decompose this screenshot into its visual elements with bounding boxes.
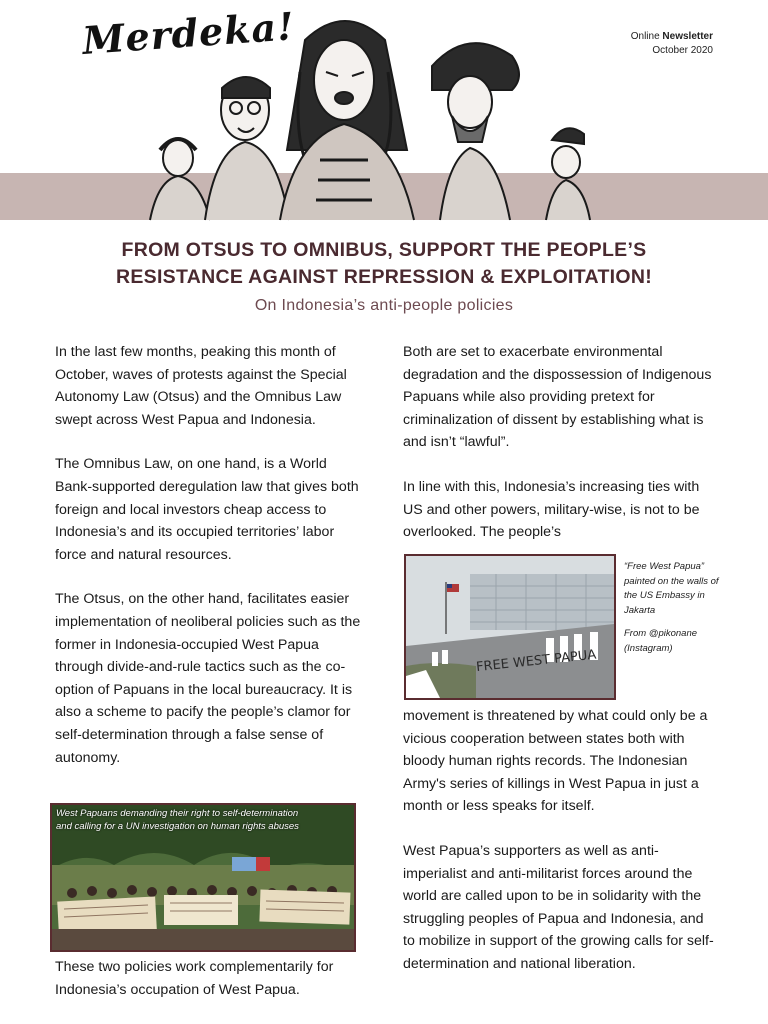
embassy-caption-credit: From @pikonane (Instagram) — [624, 628, 698, 654]
figure-2 — [205, 77, 289, 220]
embassy-photo — [404, 554, 616, 700]
newsletter-logo: Merdeka! — [80, 3, 297, 63]
wall-graffiti: FREE WEST PAPUA — [475, 647, 597, 676]
embassy-caption-text: “Free West Papua” painted on the walls of the US Embassy in Jakarta — [624, 561, 719, 616]
embassy-photo-image — [406, 556, 614, 698]
paragraph: The Omnibus Law, on one hand, is a World Bank-supported deregulation law that gives both foreign and local investors cheap access to Indonesia’s and its occupied territories’ labor force and natural resources. — [55, 456, 359, 563]
figure-4 — [432, 43, 519, 220]
figure-1 — [150, 139, 210, 220]
protest-photo-caption: West Papuans demanding their right to self-determination and calling for a UN investigation on human rights abuses — [56, 808, 299, 832]
paragraph: Both are set to exacerbate environmental degradation and the dispossession of Indigenous Papuans while also providing pretext for criminalization of dissent by establishing what is and isn’t “lawful”. — [403, 344, 712, 451]
paragraph: In the last few months, peaking this month of October, waves of protests against the Special Autonomy Law (Otsus) and the Omnibus Law swept across West Papua and Indonesia. — [55, 344, 347, 428]
protest-photo — [50, 803, 356, 952]
newsletter-meta — [631, 30, 713, 58]
newsletter-label-online: Online — [630, 31, 660, 42]
right-column-continued — [403, 705, 715, 976]
article-subhead: On Indonesia’s anti-people policies — [254, 297, 514, 314]
paragraph: In line with this, Indonesia’s increasing ties with US and other powers, military-wise, is not to be overlooked. The people’s — [403, 478, 700, 541]
left-column — [55, 341, 365, 769]
paragraph: The Otsus, on the other hand, facilitates easier implementation of neoliberal policies such as the former in Indonesia-occupied West Papua through divide-and-rule tactics such as the co-option of Papuans in the local bureaucracy. It is also a scheme to pacify the people’s clamor for self-determination through a false sense of autonomy. — [55, 591, 361, 766]
paragraph: West Papua’s supporters as well as anti-imperialist and anti-militarist forces around the world are called upon to be in solidarity with the struggling peoples of Papua and Indonesia, and to mobilize in support of the growing calls for self-determination and national liberation. — [403, 842, 714, 972]
embassy-photo-caption — [624, 560, 724, 665]
article-headline — [40, 237, 728, 291]
figure-3 — [280, 21, 414, 220]
right-column — [403, 341, 715, 544]
figure-5 — [546, 128, 590, 220]
paragraph: These two policies work complementarily for Indonesia’s occupation of West Papua. — [55, 959, 334, 998]
newsletter-label-word: Newsletter — [662, 31, 713, 42]
headline-line-1: FROM OTSUS TO OMNIBUS, SUPPORT THE PEOPLE’S — [121, 239, 647, 261]
issue-date: October 2020 — [652, 45, 713, 56]
headline-line-2: RESISTANCE AGAINST REPRESSION & EXPLOITATION! — [115, 266, 653, 288]
paragraph: movement is threatened by what could only be a vicious cooperation between states both with bloody human rights records. The Indonesian Army's series of killings in West Papua in just a month or less speaks for itself. — [403, 708, 708, 815]
left-column-end — [55, 956, 365, 1001]
